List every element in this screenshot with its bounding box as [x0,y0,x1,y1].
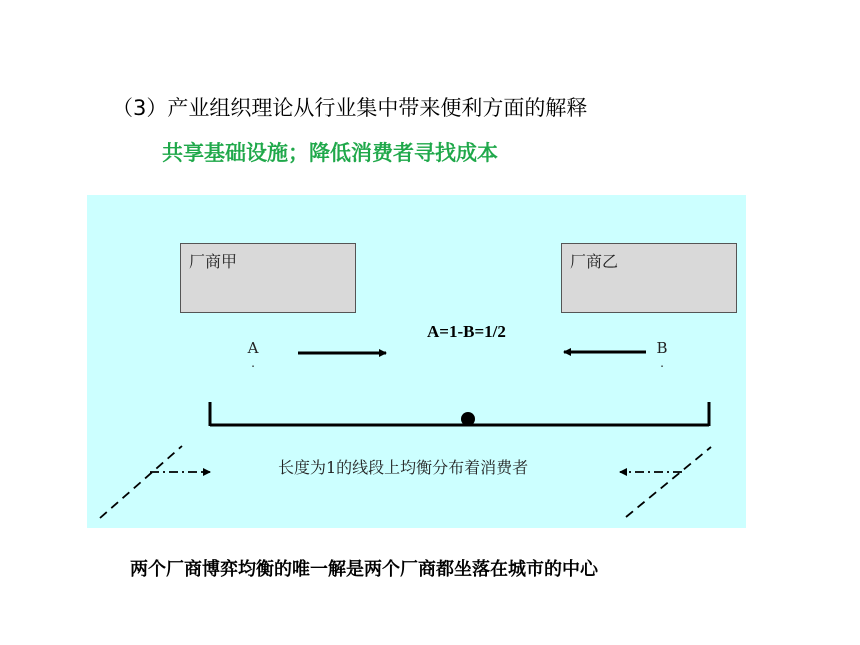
point-b-dot: . [660,356,664,370]
firm-a-label: 厂商甲 [189,252,238,271]
dashed-diagonal-left [100,446,182,518]
center-point [461,412,475,426]
point-b-label: B [656,339,668,357]
point-a-label: A [247,339,259,357]
segment-caption: 长度为1的线段上均衡分布着消费者 [278,458,529,477]
dashed-diagonal-right [626,447,711,517]
firm-b-label: 厂商乙 [570,252,619,271]
slide-subheading: 共享基础设施；降低消费者寻找成本 [162,141,498,165]
conclusion-text: 两个厂商博弈均衡的唯一解是两个厂商都坐落在城市的中心 [130,559,598,580]
point-a-dot: . [251,356,255,370]
unit-segment [210,402,709,426]
equilibrium-equation: A=1-B=1/2 [427,322,506,341]
slide-heading: （3）产业组织理论从行业集中带来便利方面的解释 [112,96,588,120]
